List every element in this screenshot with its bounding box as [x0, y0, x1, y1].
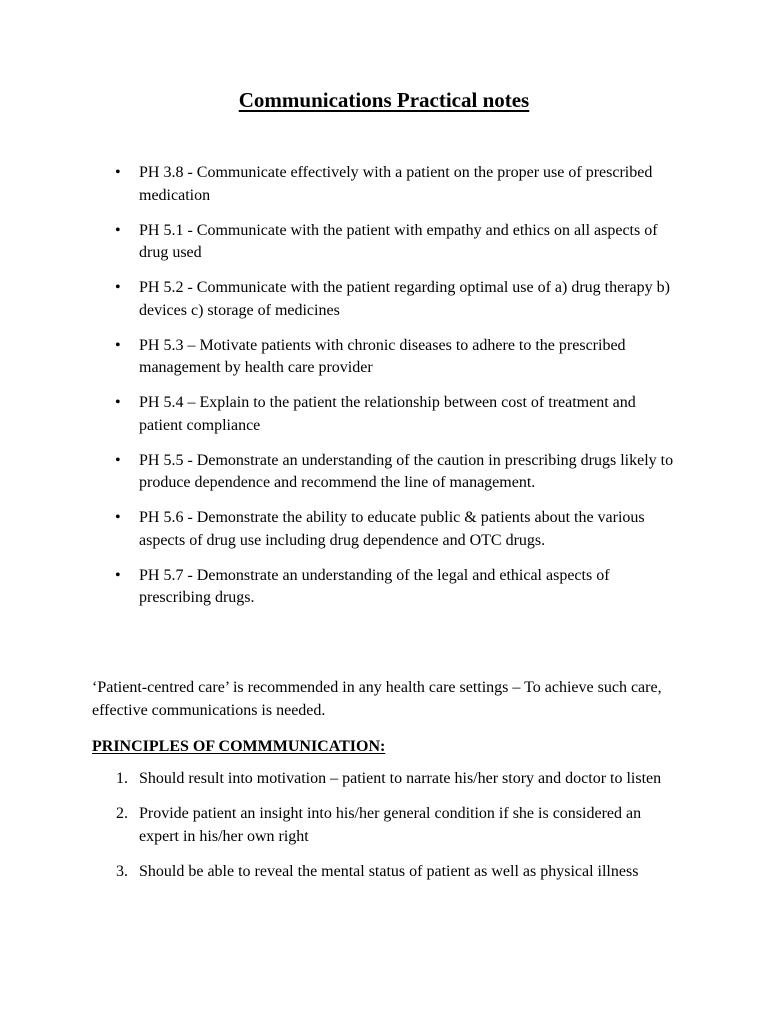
principle-number: 3.	[116, 862, 128, 880]
objective-text: PH 5.6 - Demonstrate the ability to educate public & patients about the various aspects of drug use including drug dependence and OTC drugs.	[139, 509, 645, 549]
objective-item	[112, 277, 682, 322]
objective-text: PH 5.1 - Communicate with the patient with empathy and ethics on all aspects of drug used	[139, 221, 658, 261]
objective-item	[112, 507, 682, 552]
principles-heading: PRINCIPLES OF COMMMUNICATION:	[92, 738, 386, 755]
bullet-icon: •	[115, 279, 121, 296]
objective-item	[112, 392, 682, 437]
principle-item	[112, 768, 682, 791]
principle-number: 2.	[116, 805, 128, 822]
principles-list	[112, 768, 682, 896]
bullet-icon: •	[115, 451, 121, 469]
bullet-icon: •	[115, 509, 121, 526]
principle-text: Provide patient an insight into his/her general condition if she is considered an expert in his/her own right	[139, 805, 642, 845]
principle-text: Should result into motivation – patient to narrate his/her story and doctor to listen	[139, 770, 662, 787]
objective-text: PH 5.7 - Demonstrate an understanding of the legal and ethical aspects of prescribing drugs.	[139, 566, 610, 606]
objective-text: PH 3.8 - Communicate effectively with a patient on the proper use of prescribed medication	[139, 164, 653, 204]
objective-item	[112, 220, 682, 265]
objectives-list	[112, 162, 682, 622]
objective-text: PH 5.3 – Motivate patients with chronic diseases to adhere to the prescribed management by health care provider	[139, 336, 626, 376]
objective-item	[112, 335, 682, 380]
principle-item	[112, 803, 682, 848]
bullet-icon: •	[115, 566, 121, 584]
objective-text: PH 5.4 – Explain to the patient the relationship between cost of treatment and patient compliance	[139, 394, 636, 434]
objective-text: PH 5.5 - Demonstrate an understanding of the caution in prescribing drugs likely to produce dependence and recommend the line of management.	[139, 451, 674, 491]
bullet-icon: •	[115, 336, 121, 354]
objective-item	[112, 162, 682, 207]
objective-item	[112, 565, 682, 610]
objective-text: PH 5.2 - Communicate with the patient regarding optimal use of a) drug therapy b) devices c) storage of medicines	[139, 279, 670, 319]
page-title: Communications Practical notes	[238, 88, 530, 112]
bullet-icon: •	[115, 164, 121, 181]
objective-item	[112, 450, 682, 495]
bullet-icon: •	[115, 394, 121, 411]
principle-item	[112, 861, 682, 884]
bullet-icon: •	[115, 221, 121, 239]
principle-text: Should be able to reveal the mental status of patient as well as physical illness	[139, 862, 639, 880]
principle-number: 1.	[116, 770, 128, 787]
intro-paragraph: ‘Patient-centred care’ is recommended in any health care settings – To achieve such care, effective communications is needed.	[92, 679, 662, 719]
